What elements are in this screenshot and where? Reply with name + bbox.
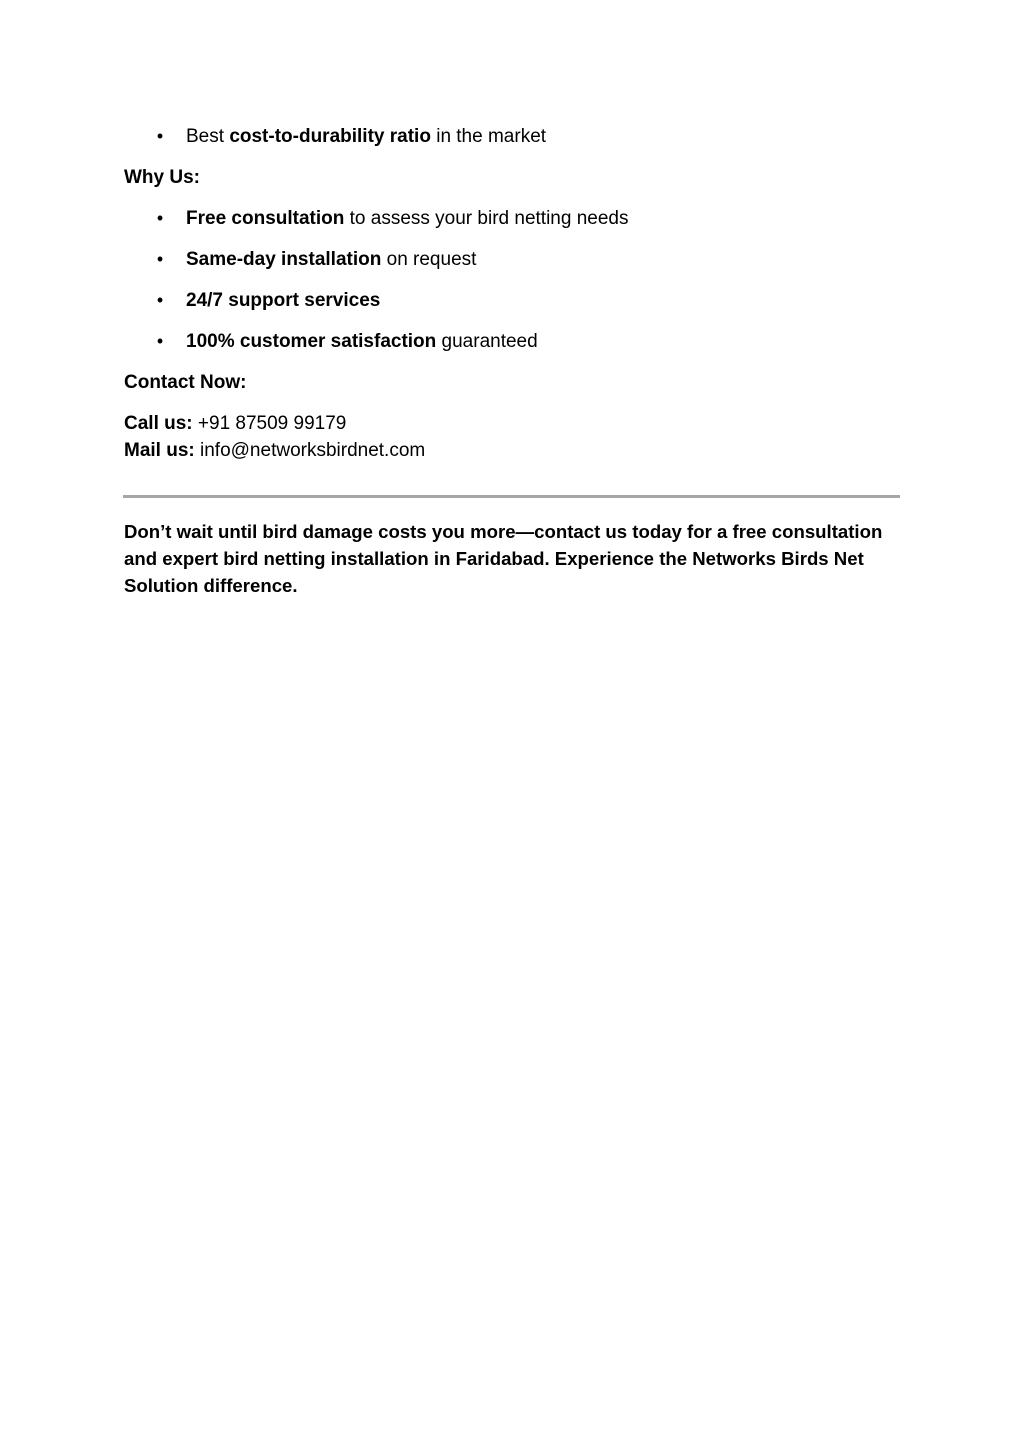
closing-paragraph: Don’t wait until bird damage costs you more—contact us today for a free consultation and expert bird netting installation in Faridabad. Experience the Networks Birds Net Solution difference. (124, 521, 883, 596)
list-item-bold: Free consultation (186, 208, 345, 229)
list-item-bold: Same-day installation (186, 249, 382, 270)
bullet-icon: • (156, 208, 164, 228)
why-us-heading: Why Us: (124, 167, 200, 188)
phone-number[interactable]: +91 87509 99179 (192, 413, 347, 434)
mail-line (124, 437, 425, 464)
list-item (0, 246, 1023, 273)
bullet-icon: • (156, 290, 164, 310)
list-item-prefix: Best (186, 126, 230, 147)
list-item-bold: 100% customer satisfaction (186, 331, 437, 352)
list-item-suffix: in the market (430, 126, 547, 147)
list-item-bold: cost-to-durability ratio (229, 126, 431, 147)
list-item-suffix: on request (381, 249, 477, 270)
list-item-text (186, 328, 538, 355)
email-address[interactable]: info@networksbirdnet.com (194, 440, 426, 461)
call-line (124, 410, 346, 437)
list-item-text (186, 287, 380, 314)
list-item-text (186, 205, 628, 232)
bullet-icon: • (156, 331, 164, 351)
call-label: Call us: (124, 413, 193, 434)
list-item-bold: 24/7 support services (186, 290, 381, 311)
bullet-icon: • (156, 249, 164, 269)
list-item-suffix: to assess your bird netting needs (344, 208, 629, 229)
list-item (0, 205, 1023, 232)
list-item (0, 328, 1023, 355)
contact-heading: Contact Now: (124, 372, 247, 393)
bullet-icon: • (156, 126, 164, 146)
mail-label: Mail us: (124, 440, 195, 461)
list-item-suffix: guaranteed (436, 331, 538, 352)
list-item (0, 123, 1023, 150)
horizontal-divider (123, 495, 900, 498)
list-item-text (186, 246, 476, 273)
list-item-text (186, 123, 546, 150)
list-item (0, 287, 1023, 314)
